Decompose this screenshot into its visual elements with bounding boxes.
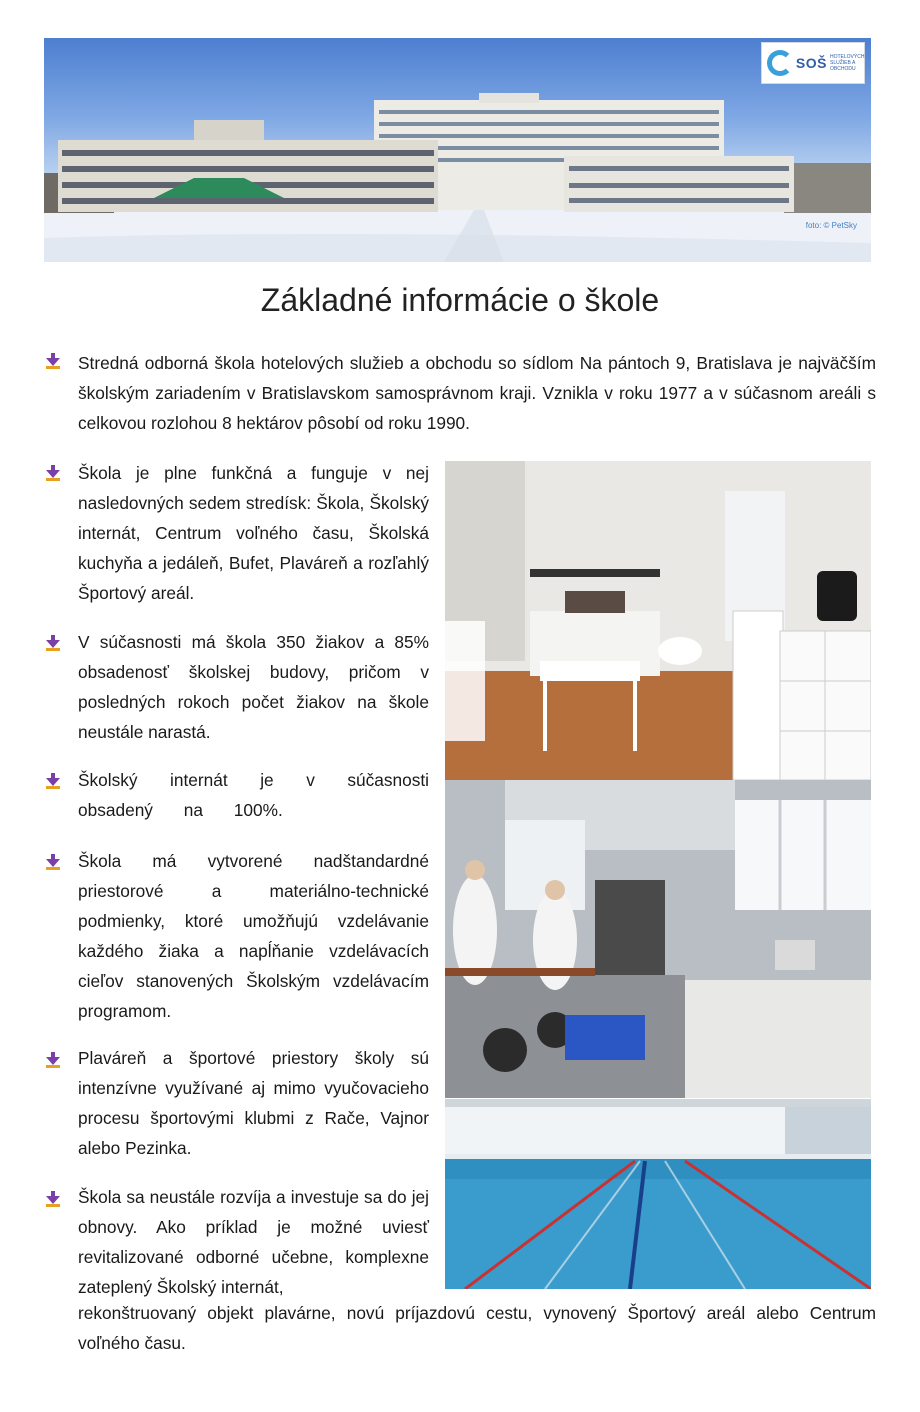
arrow-bullet-icon — [44, 853, 62, 871]
arrow-bullet-icon — [44, 634, 62, 652]
photo-credit: foto: © PetSky — [805, 221, 857, 230]
paragraph-students: V súčasnosti má škola 350 žiakov a 85% obsadenosť školskej budovy, pričom v posledných rokoch počet žiakov na škole neustále narastá. — [78, 632, 429, 742]
logo-subtext: HOTELOVÝCH SLUŽIEB A OBCHODU — [830, 54, 865, 72]
paragraph-centers: Škola je plne funkčná a funguje v nej nasledovných sedem stredísk: Škola, Školský internát, Centrum voľného času, Školská kuchyňa a jedáleň, Bufet, Plaváreň a rozľahlý Športový areál. — [78, 463, 429, 603]
arrow-bullet-icon — [44, 352, 62, 370]
banner-photo — [44, 38, 871, 262]
arrow-bullet-icon — [44, 1051, 62, 1069]
arrow-bullet-icon — [44, 1190, 62, 1208]
paragraph-pool: Plaváreň a športové priestory školy sú intenzívne využívané aj mimo vyučovacieho procesu športovými klubmi z Rače, Vajnor alebo Pezinka. — [78, 1048, 429, 1158]
logo-ring-icon — [767, 50, 793, 76]
school-logo — [761, 42, 865, 84]
arrow-bullet-icon — [44, 772, 62, 790]
arrow-bullet-icon — [44, 464, 62, 482]
page-title: Základné informácie o škole — [260, 282, 660, 318]
photo-restaurant-bar — [445, 461, 871, 780]
photo-training-kitchen — [445, 780, 871, 1098]
paragraph-conditions: Škola má vytvorené nadštandardné priestorové a materiálno-technické podmienky, ktoré umožňujú vzdelávanie každého žiaka a napĺňanie vzdelávacích cieľov stanovených Školským vzdelávacím programom. — [78, 851, 429, 1021]
paragraph-dormitory: Školský internát je v súčasnosti obsadený na 100%. — [78, 770, 429, 820]
photo-swimming-pool — [445, 1099, 871, 1289]
paragraph-investment-continued: rekonštruovaný objekt plavárne, novú príjazdovú cestu, vynovený Športový areál alebo Centrum voľného času. — [78, 1303, 876, 1353]
paragraph-intro: Stredná odborná škola hotelových služieb a obchodu so sídlom Na pántoch 9, Bratislava je najväčším školským zariadením v Bratislavskom samosprávnom kraji. Vznikla v roku 1977 a v súčasnom areáli s celkovou rozlohou 8 hektárov pôsobí od roku 1990. — [78, 353, 876, 433]
logo-text: SOŠ — [795, 55, 827, 71]
paragraph-investment: Škola sa neustále rozvíja a investuje sa do jej obnovy. Ako príklad je možné uviesť revitalizované odborné učebne, komplexne zateplený Školský internát, — [78, 1187, 429, 1297]
school-building-illustration — [44, 38, 871, 262]
